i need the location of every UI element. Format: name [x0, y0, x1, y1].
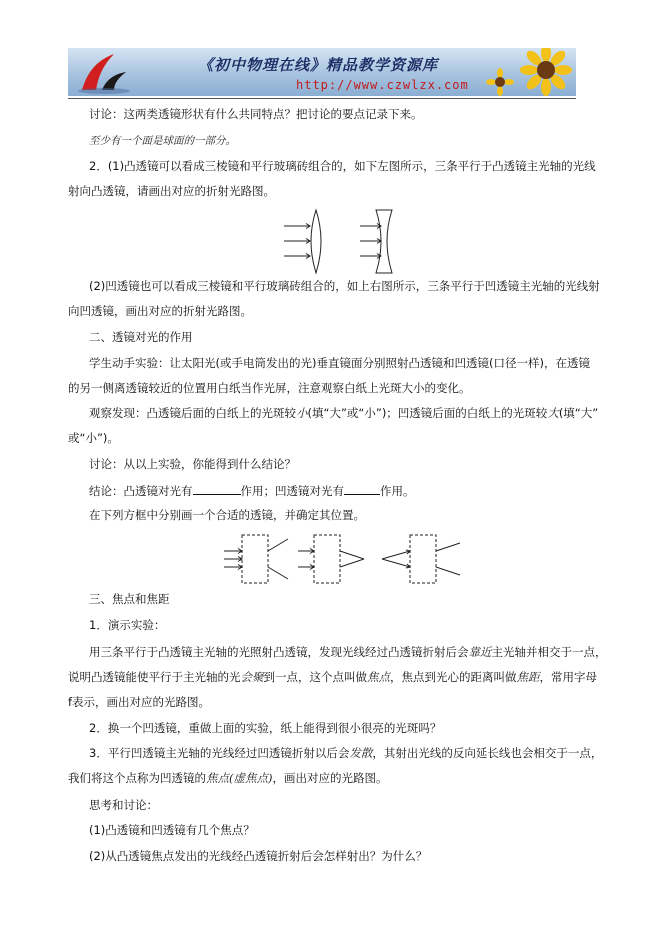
convex-lens-icon — [284, 210, 321, 273]
question-2-2: (2)凹透镜也可以看成三棱镜和平行玻璃砖组合的，如上右图所示，三条平行于凹透镜主光轴的光线射 — [89, 279, 600, 293]
answer-focus: 焦点 — [367, 670, 390, 684]
concave-lens-icon — [360, 210, 392, 273]
experiment-text-cont: 的另一侧离透镜较近的位置用白纸当作光屏，注意观察白纸上光斑大小的变化。 — [68, 381, 471, 395]
conclusion-text-1: 结论：凸透镜对光有 — [89, 484, 193, 498]
question-2-1: 2．(1)凸透镜可以看成三棱镜和平行玻璃砖组合的，如下左图所示，三条平行于凸透镜主光轴的光线 — [89, 159, 596, 173]
answer-converge: 会聚 — [240, 670, 264, 684]
lens-diagram — [280, 207, 410, 277]
question-2-2-cont: 向凹透镜，画出对应的折射光路图。 — [68, 304, 252, 318]
demo-heading: 1．演示实验： — [89, 618, 166, 632]
answer-small: 小 — [296, 406, 308, 420]
sunflower-icon — [476, 48, 576, 96]
conclusion-text-2: 作用；凹透镜对光有 — [240, 484, 344, 498]
demo-text-2e: ，焦点到光心的距离叫做 — [390, 670, 517, 684]
conclusion-line — [89, 483, 415, 499]
site-logo-icon — [74, 50, 134, 94]
discussion-prompt: 讨论：这两类透镜形状有什么共同特点？把讨论的要点记录下来。 — [89, 107, 423, 121]
convex-effect-blank[interactable] — [193, 483, 241, 495]
question-3-3 — [89, 746, 602, 761]
demo-text-2c: 到一点，这个点叫做 — [263, 670, 367, 684]
observation-line — [89, 406, 598, 421]
question-3-3-cont — [68, 771, 387, 786]
draw-lens-instruction: 在下列方框中分别画一个合适的透镜，并确定其位置。 — [89, 508, 365, 522]
demo-text-3: f表示，画出对应的光路图。 — [68, 695, 211, 709]
question-3-3c: ，其射出光线的反向延长线也会相交于一点， — [372, 746, 603, 760]
section-heading-2: 二、透镜对光的作用 — [89, 330, 193, 344]
answer-box-2[interactable] — [314, 535, 340, 583]
answer-focal-length: 焦距 — [516, 670, 540, 684]
observation-line-cont: 或“小”)。 — [68, 431, 119, 445]
answer-diverge: 发散 — [349, 746, 373, 760]
demo-text-2a: 说明凸透镜能使平行于主光轴的光 — [68, 670, 241, 684]
conclusion-text-3: 作用。 — [380, 484, 415, 498]
answer-box-3[interactable] — [410, 535, 436, 583]
observation-text-1: 观察发现：凸透镜后面的白纸上的光斑较 — [89, 406, 296, 420]
demo-text-1c: 主光轴并相交于一点， — [491, 645, 607, 659]
handwritten-answer: 至少有一个面是球面的一部分。 — [89, 135, 236, 147]
question-3-3-cont-c: ，画出对应的光路图。 — [272, 771, 388, 785]
answer-large: 大 — [547, 406, 559, 420]
answer-box-1[interactable] — [242, 535, 268, 583]
observation-text-2: (填“大”或“小”)；凹透镜后面的白纸上的光斑较 — [307, 406, 548, 420]
experiment-text: 学生动手实验：让太阳光(或手电筒发出的光)垂直镜面分别照射凸透镜和凹透镜(口径一样)，在透镜 — [89, 356, 590, 370]
question-3-3a: 3．平行凹透镜主光轴的光线经过凹透镜折射以后会 — [89, 746, 350, 760]
discussion-2: 讨论：从以上实验，你能得到什么结论？ — [89, 457, 296, 471]
think-question-2: (2)从凸透镜焦点发出的光线经凸透镜折射后会怎样射出？为什么？ — [89, 849, 428, 863]
demo-text-1a: 用三条平行于凸透镜主光轴的光照射凸透镜，发现光线经过凸透镜折射后会 — [89, 645, 469, 659]
think-discuss-heading: 思考和讨论： — [89, 798, 158, 812]
header-divider — [68, 98, 576, 99]
section-heading-3: 三、焦点和焦距 — [89, 592, 170, 606]
think-question-1: (1)凸透镜和凹透镜有几个焦点？ — [89, 823, 255, 837]
site-title: 《初中物理在线》精品教学资源库 — [198, 56, 439, 74]
demo-text-1 — [89, 645, 607, 660]
header-banner — [68, 48, 576, 96]
question-2-1-cont: 射向凸透镜，请画出对应的折射光路图。 — [68, 184, 275, 198]
observation-text-3: (填“大” — [558, 406, 599, 420]
concave-effect-blank[interactable] — [344, 483, 380, 495]
demo-text-2g: ，常用字母 — [539, 670, 597, 684]
site-url[interactable]: http://www.czwlzx.com — [296, 78, 469, 92]
answer-approach: 靠近 — [468, 645, 492, 659]
answer-virtual-focus: 焦点(虚焦点) — [206, 771, 273, 785]
question-3-3-cont-a: 我们将这个点称为凹透镜的 — [68, 771, 206, 785]
question-3-2: 2．换一个凹透镜，重做上面的实验，纸上能得到很小很亮的光斑吗？ — [89, 721, 442, 735]
boxes-diagram — [222, 531, 466, 587]
demo-text-2 — [68, 670, 597, 685]
